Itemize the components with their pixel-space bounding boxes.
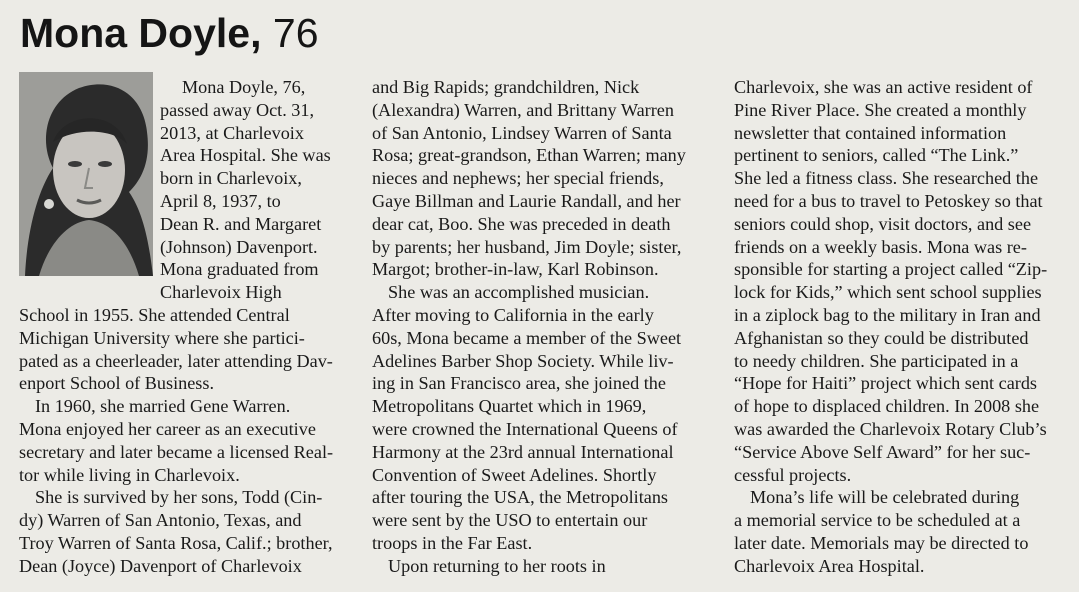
text-line: Upon returning to her roots in <box>388 555 606 576</box>
text-line: 2013, at Charlevoix <box>160 122 304 143</box>
text-line: pertinent to seniors, called “The Link.” <box>734 145 1019 166</box>
text-line: and Big Rapids; grandchildren, Nick <box>372 77 640 97</box>
text-line: (Alexandra) Warren, and Brittany Warren <box>372 99 674 120</box>
text-line: nieces and nephews; her special friends, <box>372 168 664 189</box>
text-line: was awarded the Charlevoix Rotary Club’s <box>734 418 1047 439</box>
column-3 <box>734 76 1047 578</box>
text-line: ing in San Francisco area, she joined the <box>372 373 666 394</box>
text-line: secretary and later became a licensed Real- <box>19 441 334 462</box>
text-line: of hope to displaced children. In 2008 she <box>734 396 1040 417</box>
text-line: born in Charlevoix, <box>160 168 302 189</box>
text-line: after touring the USA, the Metropolitans <box>372 487 668 508</box>
text-line: by parents; her husband, Jim Doyle; sister, <box>372 236 682 257</box>
text-line: She was an accomplished musician. <box>388 282 650 303</box>
text-line: She is survived by her sons, Todd (Cin- <box>35 487 323 508</box>
text-line: lock for Kids,” which sent school supplies <box>734 282 1042 303</box>
text-line: troops in the Far East. <box>372 532 533 553</box>
text-line: Harmony at the 23rd annual International <box>372 441 674 462</box>
column-1-top <box>160 76 331 304</box>
text-line: friends on a weekly basis. Mona was re- <box>734 236 1027 257</box>
text-line: She led a fitness class. She researched the <box>734 168 1039 189</box>
text-line: School in 1955. She attended Central <box>19 305 290 325</box>
text-line: Convention of Sweet Adelines. Shortly <box>372 464 657 485</box>
text-line: Mona’s life will be celebrated during <box>750 487 1020 508</box>
text-line: of San Antonio, Lindsey Warren of Santa <box>372 122 672 143</box>
text-line: cessful projects. <box>734 464 852 485</box>
text-line: After moving to California in the early <box>372 304 654 325</box>
text-line: newsletter that contained information <box>734 122 1007 143</box>
text-line: Pine River Place. She created a monthly <box>734 99 1027 120</box>
text-line: Area Hospital. She was <box>160 145 331 166</box>
obituary-headline <box>20 8 319 58</box>
text-line: seniors could shop, visit doctors, and see <box>734 213 1032 234</box>
text-line: Adelines Barber Shop Society. While liv- <box>372 350 674 371</box>
column-2 <box>372 76 686 578</box>
text-line: in a ziplock bag to the military in Iran and <box>734 304 1041 325</box>
text-line: passed away Oct. 31, <box>160 99 315 120</box>
text-line: Dean (Joyce) Davenport of Charlevoix <box>19 555 302 576</box>
text-line: Mona graduated from <box>160 259 319 280</box>
text-line: Mona Doyle, 76, <box>182 77 306 97</box>
headline-age: 76 <box>272 10 319 56</box>
text-line: Mona enjoyed her career as an executive <box>19 418 316 439</box>
text-line: dy) Warren of San Antonio, Texas, and <box>19 510 302 531</box>
text-line: Charlevoix, she was an active resident of <box>734 77 1033 97</box>
text-line: later date. Memorials may be directed to <box>734 532 1029 553</box>
text-line: Michigan University where she partici- <box>19 327 305 348</box>
text-line: a memorial service to be scheduled at a <box>734 510 1021 531</box>
text-line: Charlevoix High <box>160 282 282 303</box>
text-line: Rosa; great-grandson, Ethan Warren; many <box>372 145 686 166</box>
text-line: “Service Above Self Award” for her suc- <box>734 441 1031 462</box>
headline-name: Mona Doyle, <box>20 10 262 56</box>
text-line: 60s, Mona became a member of the Sweet <box>372 327 682 348</box>
text-line: need for a bus to travel to Petoskey so that <box>734 190 1043 211</box>
text-line: Afghanistan so they could be distributed <box>734 327 1029 348</box>
portrait-photo <box>19 72 153 276</box>
text-line: “Hope for Haiti” project which sent cards <box>734 373 1038 394</box>
text-line: were sent by the USO to entertain our <box>372 510 648 531</box>
text-line: Gaye Billman and Laurie Randall, and her <box>372 190 681 211</box>
text-line: dear cat, Boo. She was preceded in death <box>372 213 671 234</box>
text-line: to needy children. She participated in a <box>734 350 1019 371</box>
text-line: enport School of Business. <box>19 373 215 394</box>
text-line: Margot; brother-in-law, Karl Robinson. <box>372 259 659 280</box>
text-line: tor while living in Charlevoix. <box>19 464 240 485</box>
text-line: (Johnson) Davenport. <box>160 236 318 257</box>
text-line: Dean R. and Margaret <box>160 213 322 234</box>
text-line: In 1960, she married Gene Warren. <box>35 396 291 417</box>
text-line: Charlevoix Area Hospital. <box>734 555 925 576</box>
text-line: sponsible for starting a project called “Zip- <box>734 259 1048 280</box>
text-line: April 8, 1937, to <box>160 190 281 211</box>
text-line: were crowned the International Queens of <box>372 418 678 439</box>
text-line: Troy Warren of Santa Rosa, Calif.; brother, <box>19 532 333 553</box>
text-line: Metropolitans Quartet which in 1969, <box>372 396 647 417</box>
column-1-bottom <box>19 304 333 578</box>
text-line: pated as a cheerleader, later attending Dav- <box>19 350 333 371</box>
